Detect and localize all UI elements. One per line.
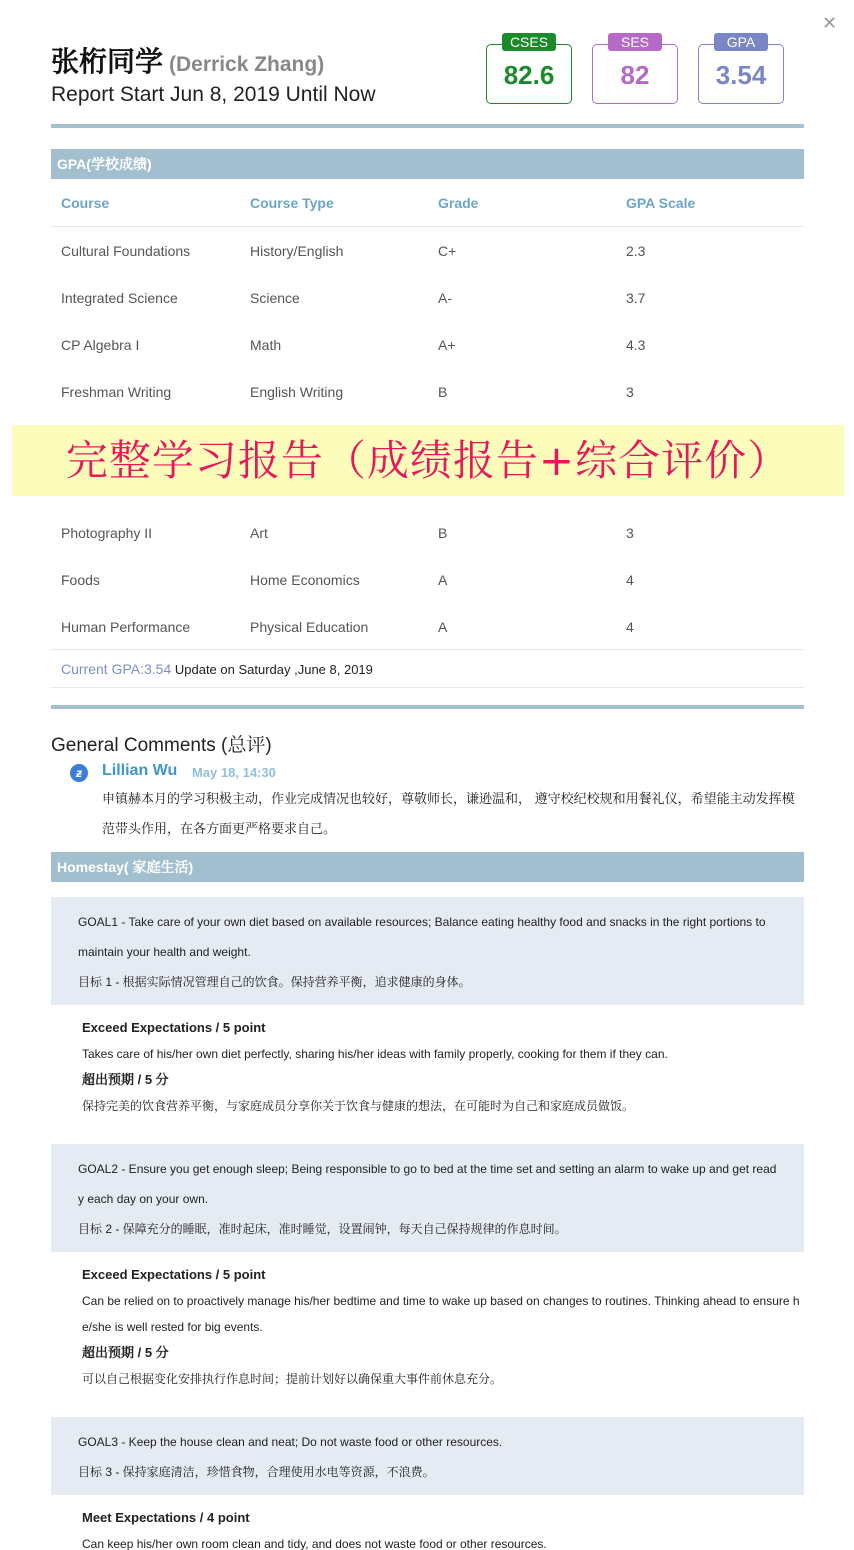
grade-cell: A+: [438, 337, 456, 353]
course-type-cell: Art: [250, 525, 268, 541]
eval-label-cn: 超出预期 / 5 分: [82, 1345, 169, 1360]
grade-cell: A: [438, 572, 448, 588]
ses-label: SES: [608, 33, 662, 51]
course-type-cell: Science: [250, 290, 300, 306]
report-header: [51, 44, 804, 124]
goal-text-cn: 目标 3 - 保持家庭清洁，珍惜食物，合理使用水电等资源，不浪费。: [78, 1465, 435, 1479]
ses-value: 82: [620, 60, 650, 90]
gpa-scale-cell: 2.3: [626, 243, 646, 259]
table-row: [51, 509, 804, 556]
table-row: [51, 274, 804, 321]
eval-text-en: Can keep his/her own room clean and tidy, and does not waste food or other resources.: [82, 1537, 547, 1550]
student-name-en: (Derrick Zhang): [169, 53, 325, 76]
goal-evaluation: [82, 1015, 804, 1119]
comments-divider: [51, 705, 804, 709]
gpa-section-title: GPA(学校成绩): [51, 149, 804, 179]
gpa-label: GPA: [714, 33, 768, 51]
table-row: [51, 603, 804, 650]
banner-text: 完整学习报告（成绩报告+综合评价）: [65, 436, 791, 485]
report-range: Report Start Jun 8, 2019 Until Now: [51, 83, 376, 106]
col-gpa-scale: GPA Scale: [626, 195, 696, 211]
table-row: [51, 321, 804, 368]
cses-value: 82.6: [503, 60, 555, 90]
gpa-value: 3.54: [715, 60, 767, 90]
grade-cell: B: [438, 384, 448, 400]
eval-text-en: Takes care of his/her own diet perfectly, sharing his/her ideas with family properly, cooking for them if they can.: [82, 1047, 668, 1061]
gpa-scale-cell: 3: [626, 525, 634, 541]
eval-label-cn: 超出预期 / 5 分: [82, 1072, 169, 1087]
gpa-scale-cell: 3.7: [626, 290, 646, 306]
course-type-cell: History/English: [250, 243, 344, 259]
gpa-table-header: [51, 179, 804, 227]
gpa-scale-cell: 3: [626, 384, 634, 400]
course-type-cell: Home Economics: [250, 572, 360, 588]
table-row: [51, 227, 804, 274]
course-cell: Foods: [61, 572, 100, 588]
course-cell: Human Performance: [61, 619, 191, 635]
grade-cell: A-: [438, 290, 452, 306]
current-gpa: Current GPA:3.54: [61, 661, 172, 677]
gpa-scale-cell: 4.3: [626, 337, 646, 353]
goal-text-en: GOAL2 - Ensure you get enough sleep; Being responsible to go to bed at the time set and setting an alarm to wake up and get read y each day on your own.: [78, 1162, 777, 1206]
report-banner: [12, 425, 844, 496]
goal-text-en: GOAL1 - Take care of your own diet based on available resources; Balance eating healthy food and snacks in the right portions to maintain your health and weight.: [78, 915, 766, 959]
comment-date: May 18, 14:30: [192, 765, 276, 780]
grade-cell: B: [438, 525, 448, 541]
close-icon[interactable]: ✕: [822, 13, 838, 33]
eval-label-en: Exceed Expectations / 5 point: [82, 1020, 266, 1035]
course-cell: Cultural Foundations: [61, 243, 191, 259]
student-name: [51, 44, 804, 83]
homestay-section-title: Homestay( 家庭生活): [51, 852, 804, 882]
eval-label-en: Exceed Expectations / 5 point: [82, 1267, 266, 1282]
goal-text-cn: 目标 1 - 根据实际情况管理自己的饮食。保持营养平衡，追求健康的身体。: [78, 975, 471, 989]
gpa-footer: [51, 649, 804, 688]
goal-evaluation: [82, 1505, 804, 1550]
gpa-update-text: Update on Saturday ,June 8, 2019: [171, 662, 373, 677]
goal-box: [51, 1417, 804, 1495]
goal-evaluation: [82, 1262, 804, 1392]
course-cell: Freshman Writing: [61, 384, 172, 400]
comment-body: 申镇赫本月的学习积极主动，作业完成情况也较好，尊敬师长，谦逊温和， 遵守校纪校规和用餐礼仪，希望能主动发挥模范带头作用，在各方面更严格要求自己。: [102, 791, 795, 836]
col-grade: Grade: [438, 195, 479, 211]
student-name-cn: 张桁同学: [51, 46, 164, 77]
goal-box: [51, 897, 804, 1005]
table-row: [51, 556, 804, 603]
comment-author[interactable]: Lillian Wu: [102, 762, 178, 779]
ses-score-box: [592, 34, 678, 104]
col-course-type: Course Type: [250, 195, 334, 211]
cses-score-box: [486, 34, 572, 104]
course-cell: Integrated Science: [61, 290, 178, 306]
header-divider: [51, 124, 804, 128]
eval-text-cn: 可以自己根据变化安排执行作息时间；提前计划好以确保重大事件前休息充分。: [82, 1372, 503, 1386]
eval-label-en: Meet Expectations / 4 point: [82, 1510, 250, 1525]
eval-text-cn: 保持完美的饮食营养平衡，与家庭成员分享你关于饮食与健康的想法，在可能时为自己和家庭成员做饭。: [82, 1099, 635, 1113]
course-cell: CP Algebra I: [61, 337, 140, 353]
grade-cell: A: [438, 619, 448, 635]
goal-text-cn: 目标 2 - 保障充分的睡眠，准时起床，准时睡觉，设置闹钟，每天自己保持规律的作息时间。: [78, 1222, 567, 1236]
gpa-scale-cell: 4: [626, 572, 634, 588]
course-cell: Photography II: [61, 525, 153, 541]
table-row: [51, 368, 804, 415]
col-course: Course: [61, 195, 110, 211]
course-type-cell: Physical Education: [250, 619, 369, 635]
goal-text-en: GOAL3 - Keep the house clean and neat; Do not waste food or other resources.: [78, 1435, 503, 1449]
goal-box: [51, 1144, 804, 1252]
gpa-scale-cell: 4: [626, 619, 634, 635]
gpa-score-box: [698, 34, 784, 104]
comment-author-icon: ƶ: [70, 764, 88, 782]
course-type-cell: Math: [250, 337, 282, 353]
cses-label: CSES: [502, 33, 556, 51]
grade-cell: C+: [438, 243, 457, 259]
eval-text-en: Can be relied on to proactively manage his/her bedtime and time to wake up based on changes to routines. Thinking ahead to ensure h e/she is well rested for big events.: [82, 1294, 800, 1334]
course-type-cell: English Writing: [250, 384, 344, 400]
general-comments-title: General Comments (总评): [51, 735, 272, 756]
